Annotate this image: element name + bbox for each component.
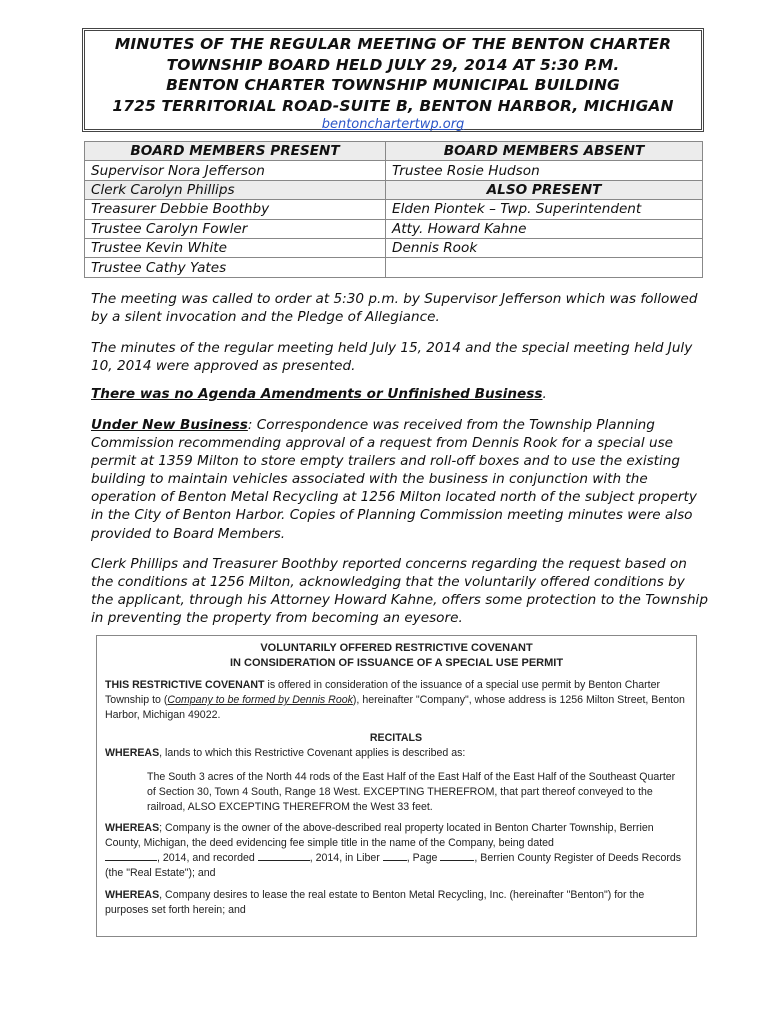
whereas-2-text-c: , 2014, in Liber [309,852,380,864]
page-blank [440,851,474,861]
whereas-3 [105,888,687,918]
new-business-text: : Correspondence was received from the Township Planning Commission recommending approval of a request from Dennis Rook for a special use permit at 1359 Milton to store empty trailers and roll-off boxes and to use the existing building to maintain vehicles associated with the business in conjunction with the operation of Benton Metal Recycling at 1256 Milton located north of the subject property in the City of Benton Harbor. Copies of Planning Commission meeting minutes were also provided to Board Members. [91,417,697,542]
website-link[interactable]: bentonchartertwp.org [321,117,465,132]
whereas-2-bold: WHEREAS [105,822,160,834]
whereas-2-text-e: , Berrien County Register of Deeds Records (the "Real Estate"); and [105,852,682,879]
also-present-header: ALSO PRESENT [386,180,703,199]
new-business-label: Under New Business [91,417,248,433]
covenant-title-1: VOLUNTARILY OFFERED RESTRICTIVE COVENANT [260,642,533,654]
company-name: Company to be formed by Dennis Rook [167,694,353,706]
present-member: Trustee Cathy Yates [85,258,386,277]
agenda-period: . [542,386,547,402]
agenda-statement: There was no Agenda Amendments or Unfinished Business [91,386,543,402]
whereas-3-bold: WHEREAS [105,889,160,901]
title-line-1: MINUTES OF THE REGULAR MEETING OF THE BENTON CHARTER [114,35,672,53]
whereas-1-bold: WHEREAS [105,747,160,759]
whereas-2-text-d: , Page [406,852,438,864]
empty-cell [386,258,703,277]
also-present-member: Atty. Howard Kahne [386,219,703,238]
paragraph-call-to-order: The meeting was called to order at 5:30 p.m. by Supervisor Jefferson which was followed by a silent invocation and the Pledge of Allegiance. [91,291,698,326]
present-member: Supervisor Nora Jefferson [85,161,386,180]
paragraph-new-business [91,416,711,543]
also-present-member: Dennis Rook [386,238,703,257]
title-line-2: TOWNSHIP BOARD HELD JULY 29, 2014 AT 5:30 P.M. [166,55,620,74]
whereas-2 [105,821,687,881]
title-line-3: BENTON CHARTER TOWNSHIP MUNICIPAL BUILDING [166,76,620,94]
intro-text-a: is offered in consideration of the issuance of a special use permit by Benton Charter Township to ( [105,679,661,706]
absent-header: BOARD MEMBERS ABSENT [386,142,703,161]
liber-blank [383,851,407,861]
paragraph-concerns: Clerk Phillips and Treasurer Boothby reported concerns regarding the request based on the conditions at 1256 Milton, acknowledging that the voluntarily offered conditions by the applicant, through his Attorney Howard Kahne, offers some protection to the Township in preventing the property from becoming an eyesore. [91,556,708,627]
absent-member: Trustee Rosie Hudson [386,161,703,180]
title-line-4: 1725 TERRITORIAL ROAD-SUITE B, BENTON HARBOR, MICHIGAN [112,96,674,115]
whereas-1-text: , lands to which this Restrictive Covenant applies is described as: [159,747,466,759]
recorded-blank [258,851,310,861]
present-member: Trustee Carolyn Fowler [85,219,386,238]
paragraph-minutes-approval: The minutes of the regular meeting held July 15, 2014 and the special meeting held July 10, 2014 were approved as presented. [91,340,693,375]
whereas-1 [105,746,687,761]
recitals-heading: RECITALS [369,732,423,744]
present-member: Trustee Kevin White [85,238,386,257]
intro-text-b: ), hereinafter "Company", whose address is 1256 Milton Street, Benton Harbor, Michigan 49022. [105,694,685,721]
members-table [84,141,703,278]
title-box [82,28,704,132]
whereas-2-text-a: ; Company is the owner of the above-described real property located in Benton Charter Township, Berrien County, Michigan, the deed evidencing fee simple title in the name of the Company, being dated [105,822,654,849]
present-member: Treasurer Debbie Boothby [85,200,386,219]
whereas-3-text: , Company desires to lease the real estate to Benton Metal Recycling, Inc. (hereinafter "Benton") for the purposes set forth herein; and [105,889,645,916]
present-header: BOARD MEMBERS PRESENT [85,142,386,161]
paragraph-agenda [91,385,711,403]
intro-bold: THIS RESTRICTIVE COVENANT [105,679,265,691]
also-present-member: Elden Piontek – Twp. Superintendent [386,200,703,219]
legal-description: The South 3 acres of the North 44 rods of the East Half of the East Half of the East Half of the Southeast Quarter of Section 30, Town 4 South, Range 18 West. EXCEPTING THEREFROM, that part thereof conveyed to the railroad, ALSO EXCEPTING THEREFROM the West 33 feet. [147,771,676,813]
whereas-2-text-b: , 2014, and recorded [157,852,255,864]
present-member: Clerk Carolyn Phillips [85,180,386,199]
covenant-box [96,635,697,937]
covenant-intro [105,678,687,723]
covenant-title-2: IN CONSIDERATION OF ISSUANCE OF A SPECIAL USE PERMIT [229,657,564,669]
date-blank [105,851,157,861]
